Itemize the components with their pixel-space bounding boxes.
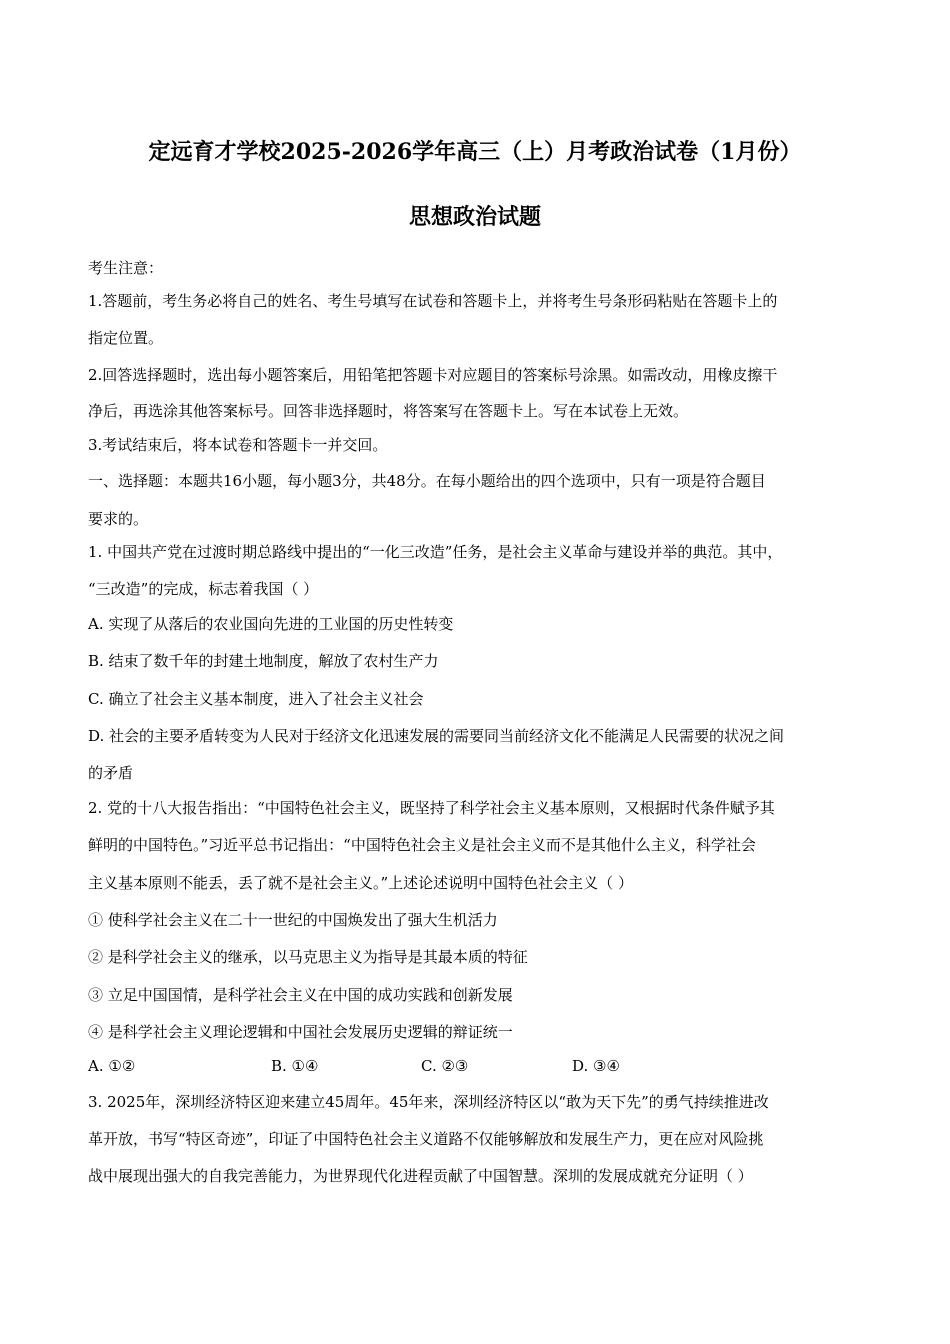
question-2-stem-cont: 主义基本原则不能丢，丢了就不是社会主义。”上述论述说明中国特色社会主义（ ） <box>88 874 633 892</box>
question-1-stem: 1. 中国共产党在过渡时期总路线中提出的“一化三改造”任务，是社会主义革命与建设并举的典范。其中， <box>88 543 783 561</box>
question-2-option-b: B. ①④ <box>271 1057 319 1075</box>
question-2-stem-cont: 鲜明的中国特色。”习近平总书记指出：“中国特色社会主义是社会主义而不是其他什么主义，科学社会 <box>88 836 756 854</box>
question-3-stem: 3. 2025年，深圳经济特区迎来建立45周年。45年来，深圳经济特区以“敢为天下先”的勇气持续推进改 <box>88 1093 769 1111</box>
question-3-stem-cont: 革开放，书写“特区奇迹”，印证了中国特色社会主义道路不仅能够解放和发展生产力，更在应对风险挑 <box>88 1130 764 1148</box>
notice-item-1-cont: 指定位置。 <box>88 329 164 347</box>
question-2-stem: 2. 党的十八大报告指出：“中国特色社会主义，既坚持了科学社会主义基本原则，又根据时代条件赋予其 <box>88 799 775 817</box>
exam-title: 定远育才学校2025-2026学年高三（上）月考政治试卷（1月份） <box>148 139 802 165</box>
notice-item-1: 1.答题前，考生务必将自己的姓名、考生号填写在试卷和答题卡上，并将考生号条形码粘贴在答题卡上的 <box>88 292 778 310</box>
notice-heading: 考生注意： <box>88 259 164 277</box>
question-2-option-c: C. ②③ <box>421 1057 469 1075</box>
exam-subtitle: 思想政治试题 <box>408 204 541 230</box>
notice-item-2-cont: 净后，再选涂其他答案标号。回答非选择题时，将答案写在答题卡上。写在本试卷上无效。 <box>88 402 689 420</box>
question-2-option-d: D. ③④ <box>572 1057 620 1075</box>
question-2-statement-2: ② 是科学社会主义的继承，以马克思主义为指导是其最本质的特征 <box>88 948 528 966</box>
question-2-statement-3: ③ 立足中国国情，是科学社会主义在中国的成功实践和创新发展 <box>88 986 513 1004</box>
question-2-option-a: A. ①② <box>88 1057 136 1075</box>
section-heading: 一、选择题：本题共16小题，每小题3分，共48分。在每小题给出的四个选项中，只有一项是符合题目 <box>88 472 766 490</box>
question-1-stem-cont: “三改造”的完成，标志着我国（ ） <box>88 580 319 598</box>
question-3-stem-cont: 战中展现出强大的自我完善能力，为世界现代化进程贡献了中国智慧。深圳的发展成就充分证明（ ） <box>88 1167 753 1185</box>
notice-item-3: 3.考试结束后，将本试卷和答题卡一并交回。 <box>88 436 388 454</box>
question-1-option-d: D. 社会的主要矛盾转变为人民对于经济文化迅速发展的需要同当前经济文化不能满足人民需要的状况之间 <box>88 727 785 745</box>
question-1-option-b: B. 结束了数千年的封建土地制度，解放了农村生产力 <box>88 652 439 670</box>
notice-item-2: 2.回答选择题时，选出每小题答案后，用铅笔把答题卡对应题目的答案标号涂黑。如需改动，用橡皮擦干 <box>88 366 778 384</box>
question-2-statement-1: ① 使科学社会主义在二十一世纪的中国焕发出了强大生机活力 <box>88 911 498 929</box>
question-1-option-a: A. 实现了从落后的农业国向先进的工业国的历史性转变 <box>88 615 454 633</box>
section-heading-cont: 要求的。 <box>88 510 149 528</box>
question-1-option-c: C. 确立了社会主义基本制度，进入了社会主义社会 <box>88 690 424 708</box>
question-1-option-d-cont: 的矛盾 <box>88 764 134 782</box>
question-2-statement-4: ④ 是科学社会主义理论逻辑和中国社会发展历史逻辑的辩证统一 <box>88 1023 513 1041</box>
